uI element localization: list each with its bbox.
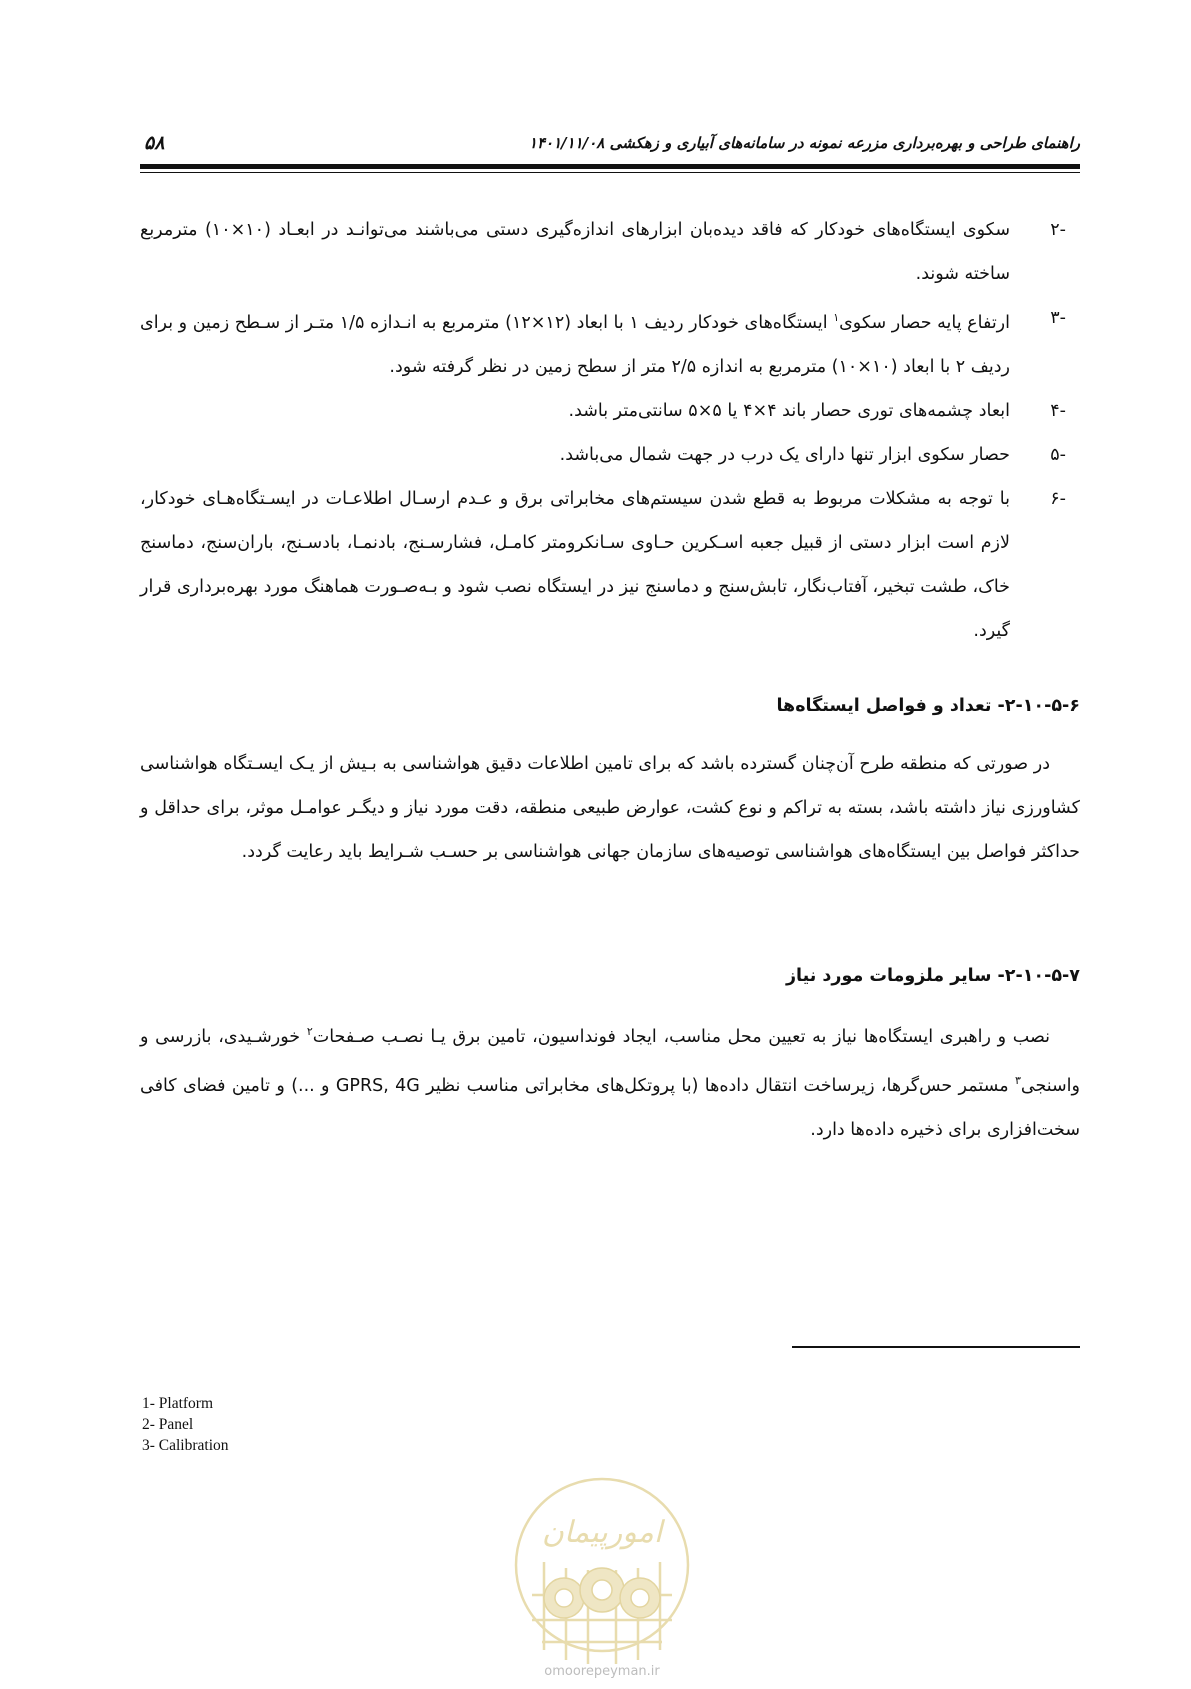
- section-paragraph-other-requirements: [140, 1010, 1080, 1152]
- footnote: 3- Calibration: [142, 1437, 229, 1454]
- section-heading-stations-spacing: ۲-۱۰-۵-۶- تعداد و فواصل ایستگاه‌ها: [776, 696, 1080, 716]
- watermark-site-url: omoorepeyman.ir: [544, 1664, 660, 1679]
- paragraph-text-part: نصب و راهبری ایستگاه‌ها نیاز به تعیین محل مناسب، ایجاد فونداسیون، تامین برق یـا نصـب صـفحات: [312, 1026, 1051, 1047]
- list-item-text: [140, 313, 1010, 377]
- running-header: [140, 126, 1080, 166]
- paragraph-text: [140, 1010, 1080, 1152]
- header-title: راهنمای طراحی و بهره‌برداری مزرعه نمونه در سامانه‌های آبیاری و زهکشی: [609, 134, 1080, 152]
- list-item: [140, 208, 1080, 296]
- footnotes: [142, 1393, 229, 1456]
- list-item-number: -۳: [1050, 308, 1066, 328]
- list-item-text: با توجه به مشکلات مربوط به قطع شدن سیستم‌های مخابراتی برق و عـدم ارسـال اطلاعـات در ایسـتگاه‌هـای خودکار، لازم است ابزار دستی از قبیل جعبه اسـکرین حـاوی سـانکرومتر کامـل، فشارسـنج، بادنمـا، بادسـنج، باران‌سنج، دماسنج خاک، طشت تبخیر، آفتاب‌نگار، تابش‌سنج و دماسنج نیز در ایستگاه نصب شود و بـه‌صـورت هماهنگ مورد بهره‌برداری قرار گیرد.: [140, 488, 1010, 641]
- header-title-line: [503, 134, 1080, 152]
- footnote-ref: ۳: [1014, 1073, 1021, 1087]
- watermark-seal-icon: [502, 1470, 702, 1685]
- header-date: ۱۴۰۱/۱۱/۰۸: [528, 134, 605, 152]
- paragraph-text: در صورتی که منطقه طرح آن‌چنان گسترده باشد که برای تامین اطلاعات دقیق هواشناسی به بـیش از یـک ایسـتگاه هواشناسی کشاورزی نیاز داشته باشد، بسته به تراکم و نوع کشت، عوارض طبیعی منطقه، دقت مورد نیاز و دیگـر عوامـل موثر، برای حداقل و حداکثر فواصل بین ایستگاه‌های هواشناسی توصیه‌های سازمان جهانی هواشناسی بر حسـب شـرایط باید رعایت گردد.: [140, 754, 1080, 862]
- list-item-text-part: ایستگاه‌های خودکار ردیف ۱ با ابعاد (۱۲×۱۲) مترمربع به انـدازه ۱/۵ متـر از سـطح زمین و برای ردیف ۲ با ابعاد (۱۰×۱۰) مترمربع به اندازه ۲/۵ متر از سطح زمین در نظر گرفته شود.: [140, 312, 1010, 377]
- list-item-number: -۵: [1050, 444, 1066, 465]
- header-rule-thin: [140, 172, 1080, 173]
- list-item: [140, 477, 1080, 653]
- watermark-logo-text: امورپیمان: [541, 1515, 663, 1550]
- list-item-text: حصار سکوی ابزار تنها دارای یک درب در جهت شمال می‌باشد.: [559, 444, 1010, 465]
- paragraph-text-part: خورشـیدی، بازرسی و واسنجی: [140, 1026, 1080, 1096]
- requirements-list: [140, 208, 1080, 653]
- footnote-ref: ۱: [833, 311, 840, 324]
- footnote: 2- Panel: [142, 1416, 194, 1433]
- list-item-text: ابعاد چشمه‌های توری حصار باند ۴×۴ یا ۵×۵ سانتی‌متر باشد.: [568, 400, 1010, 421]
- list-item: [140, 389, 1080, 433]
- section-heading-other-requirements: ۲-۱۰-۵-۷- سایر ملزومات مورد نیاز: [785, 966, 1080, 986]
- list-item-text: سکوی ایستگاه‌های خودکار که فاقد دیده‌بان ابزارهای اندازه‌گیری دستی می‌باشند می‌توانـد در ابعـاد (۱۰×۱۰) مترمربع ساخته شوند.: [140, 220, 1010, 284]
- list-item-number: -۴: [1050, 400, 1066, 421]
- page-number: ۵۸: [144, 132, 165, 154]
- list-item: [140, 433, 1080, 477]
- list-item-number: -۶: [1050, 488, 1066, 509]
- section-paragraph-stations-spacing: [140, 742, 1080, 874]
- paragraph-text-part: مستمر حس‌گرها، زیرساخت انتقال داده‌ها (با پروتکل‌های مخابراتی مناسب نظیر GPRS, 4G و ...) و تامین فضای کافی سخت‌افزاری برای ذخیره داده‌ها دارد.: [140, 1075, 1080, 1140]
- header-rule-thick: [140, 164, 1080, 169]
- footnote: 1- Platform: [142, 1395, 214, 1412]
- watermark-logo: [502, 1470, 702, 1685]
- list-item-text-part: ارتفاع پایه حصار سکوی: [839, 312, 1010, 333]
- footnote-ref: ۲: [306, 1025, 313, 1038]
- footnote-separator: [792, 1346, 1080, 1348]
- list-item: [140, 296, 1080, 389]
- list-item-number: -۲: [1050, 220, 1066, 240]
